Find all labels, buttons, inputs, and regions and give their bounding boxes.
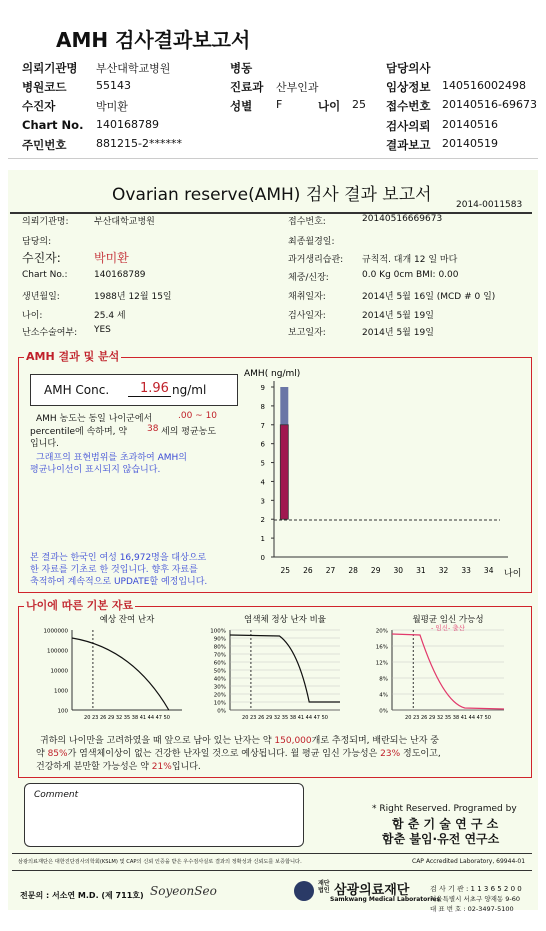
footer-rule-2 (12, 870, 532, 871)
info-label: 수진자: (22, 251, 61, 265)
mini-x-tick-labels: 20 23 26 29 32 35 38 41 44 47 50 (242, 715, 328, 721)
header-value: 140516002498 (442, 79, 526, 92)
mini-y-tick-label: 100% (210, 628, 226, 635)
y-axis-label: AMH( ng/ml) (244, 369, 301, 379)
amh-text-3b: 한 자료를 기초로 한 것입니다. 향후 자료를 (30, 565, 198, 575)
x-tick-label: 27 (325, 566, 336, 575)
info-label: Chart No.: (22, 270, 68, 280)
header-label: 수진자 (22, 99, 56, 113)
amh-text-3a: 본 결과는 한국인 여성 16,972명을 대상으로 (30, 553, 207, 563)
info-value: 2014년 5월 19일 (362, 311, 434, 321)
basic-text-3: 건강하게 분만할 가능성은 약 21%입니다. (36, 762, 201, 772)
basic-section-title: 나이에 따른 기본 자료 (26, 599, 134, 612)
amh-section-title: AMH 결과 및 분석 (26, 350, 120, 363)
header-value: 881215-2****** (96, 137, 182, 150)
amh-conc-label: AMH Conc. (44, 383, 110, 397)
info-label: 담당의: (22, 237, 52, 247)
amh-conc-value: 1.96 (128, 381, 171, 397)
header-value: 20140519 (442, 137, 498, 150)
mini-y-tick-label: 90% (213, 636, 226, 643)
bar-lower-segment (280, 425, 288, 519)
basic-text-1: 귀하의 나이만을 고려하였을 때 앞으로 남아 있는 난자는 약 150,000개로 추정되며, 배란되는 난자 중 (40, 736, 439, 746)
mini-chart-curve (230, 635, 340, 702)
mini-y-tick-label: 40% (213, 676, 226, 683)
mini-y-tick-label: 100 (57, 708, 68, 715)
mini-y-tick-label: 10000 (50, 668, 68, 675)
info-value: 2014년 5월 19일 (362, 328, 434, 338)
header-label: 검사의뢰 (386, 119, 431, 133)
x-tick-label: 33 (461, 566, 471, 575)
amh-text-2b: 평균나이선이 표시되지 않습니다. (30, 465, 161, 475)
header-value: 55143 (96, 79, 131, 92)
mini-chart-title: 염색체 정상 난자 비율 (243, 615, 327, 625)
y-tick-label: 3 (260, 497, 265, 506)
info-label: 난소수술여부: (22, 328, 78, 338)
mini-x-tick-labels: 20 23 26 29 32 35 38 41 44 47 50 (405, 715, 491, 721)
header-label: 결과보고 (386, 138, 431, 152)
mini-y-tick-label: 8% (379, 676, 388, 683)
info-value: 2014년 5월 16일 (MCD # 0 일) (362, 292, 496, 302)
info-1: 검 사 기 관 : 1 1 3 6 5 2 0 0 (430, 885, 522, 893)
header-label: 임상정보 (386, 80, 431, 94)
mini-y-tick-label: 70% (213, 652, 226, 659)
header-label: 나이 (318, 99, 341, 113)
doctor-signature: SoyeonSeo (150, 884, 217, 898)
info-value: 0.0 Kg 0cm BMI: 0.00 (362, 270, 459, 280)
y-tick-label: 4 (260, 478, 265, 487)
info-value: 부산대학교병원 (94, 217, 155, 227)
header-value: 20140516-69673 (442, 98, 537, 111)
header-label: 병원코드 (22, 80, 67, 94)
mini-y-tick-label: 0% (217, 708, 226, 715)
basic-mini-charts (20, 610, 526, 726)
amh-text-1e: 세의 평균농도 (161, 427, 217, 437)
header-label: Chart No. (22, 118, 84, 132)
footer-rule (12, 853, 532, 854)
x-tick-label: 30 (393, 566, 404, 575)
header-label: 진료과 (230, 80, 264, 94)
mini-y-tick-label: 80% (213, 644, 226, 651)
institute-1: 함 춘 기 술 연 구 소 (392, 817, 499, 831)
mini-chart-curve (392, 634, 504, 709)
mini-y-tick-label: 12% (375, 660, 388, 667)
x-tick-label: 26 (303, 566, 313, 575)
amh-text-2a: 그래프의 표현범위를 초과하여 AMH의 (36, 453, 187, 463)
header-label: 병동 (230, 61, 253, 75)
header-label: 의뢰기관명 (22, 61, 78, 75)
mini-y-tick-label: 100000 (47, 648, 68, 655)
x-axis-label: 나이 (504, 569, 522, 579)
info-label: 체중/신장: (288, 273, 329, 283)
x-tick-label: 25 (280, 566, 291, 575)
info-value: 박미환 (94, 251, 129, 265)
amh-text-1b: .00 ~ 10 (178, 411, 218, 421)
info-value: YES (94, 325, 111, 335)
y-tick-label: 2 (260, 516, 265, 525)
logo-name: 삼광의료재단 (334, 883, 410, 898)
amh-age-chart (240, 362, 526, 586)
info-value: 140168789 (94, 270, 146, 280)
info-3: 대 표 번 호 : 02-3497-5100 (430, 905, 514, 913)
header-value: 산부인과 (276, 81, 319, 94)
y-tick-label: 6 (260, 440, 265, 449)
header-label: 접수번호 (386, 99, 431, 113)
info-label: 의뢰기관명: (22, 217, 69, 227)
mini-chart-title: 월평균 임신 가능성 (412, 615, 484, 625)
amh-text-1f: 입니다. (30, 439, 59, 449)
doctor-name: 전문의 : 서소연 M.D. (제 711호) (20, 891, 144, 900)
amh-text-1a: AMH 농도는 동일 나이군에서 (36, 414, 153, 424)
header-label: 주민번호 (22, 138, 67, 152)
mini-y-tick-label: 20% (213, 692, 226, 699)
header-value: 부산대학교병원 (96, 62, 171, 75)
page-title: AMH 검사결과보고서 (56, 28, 251, 52)
header-value: F (276, 98, 283, 111)
header-value: 20140516 (442, 118, 498, 131)
info-label: 과거생리습관: (288, 255, 344, 265)
info-label: 채취일자: (288, 292, 326, 302)
mini-chart-curve (72, 638, 169, 710)
y-tick-label: 8 (260, 402, 265, 411)
mini-y-tick-label: 60% (213, 660, 226, 667)
bar-upper-segment (280, 387, 288, 425)
info-label: 보고일자: (288, 328, 326, 338)
y-tick-label: 1 (260, 535, 265, 544)
y-tick-label: 5 (260, 459, 265, 468)
y-tick-label: 7 (260, 421, 265, 430)
y-tick-label: 0 (260, 554, 265, 562)
info-value: 1988년 12월 15일 (94, 292, 172, 302)
divider (8, 158, 538, 159)
rights-text: * Right Reserved. Programed by (372, 804, 517, 814)
x-tick-label: 28 (348, 566, 358, 575)
mini-y-tick-label: 16% (375, 644, 388, 651)
info-value: 규칙적. 대개 12 일 마다 (362, 255, 458, 265)
report-title: Ovarian reserve(AMH) 검사 결과 보고서 (112, 185, 432, 205)
mini-chart-title: 예상 잔여 난자 (99, 615, 155, 625)
document-number: 2014-0011583 (456, 200, 523, 210)
header-label: 담당의사 (386, 61, 431, 75)
header-value: 25 (352, 98, 366, 111)
x-tick-label: 29 (370, 566, 381, 575)
mini-y-tick-label: 4% (379, 692, 388, 699)
amh-text-1c: percentile에 속하며, 약 (30, 427, 128, 437)
comment-label: Comment (34, 790, 79, 800)
basic-text-2: 약 85%가 염색체이상이 없는 건강한 난자일 것으로 예상됩니다. 월 평균 임신 가능성은 23% 정도이고, (36, 749, 441, 759)
info-label: 나이: (22, 311, 43, 321)
amh-text-1d: 38 (147, 424, 159, 434)
x-tick-label: 34 (483, 566, 494, 575)
info-label: 검사일자: (288, 311, 326, 321)
mini-y-tick-label: 20% (375, 628, 388, 635)
logo-english: Samkwang Medical Laboratories (330, 896, 440, 903)
mini-y-tick-label: 30% (213, 684, 226, 691)
accreditation-text: 삼광의료재단은 대한진단검사의학회(KSLM) 및 CAP의 신뢰 인증을 받은 우수검사실로 결과의 정확성과 신뢰도를 보증합니다. (18, 859, 302, 865)
mini-x-tick-labels: 20 23 26 29 32 35 38 41 44 47 50 (84, 715, 170, 721)
mini-y-tick-label: 1000000 (43, 628, 68, 635)
samkwang-logo-icon (294, 881, 314, 901)
mini-y-tick-label: 0% (379, 708, 388, 715)
cap-text: CAP Accredited Laboratory, 69944-01 (412, 858, 526, 865)
mini-chart-legend: - 임신- 출산 (431, 624, 465, 632)
y-tick-label: 9 (260, 384, 265, 392)
logo-small-text: 재단 법인 (318, 880, 330, 894)
title-rule (10, 212, 532, 214)
institute-2: 함춘 불임·유전 연구소 (382, 832, 500, 846)
amh-text-3c: 축적하여 계속적으로 UPDATE할 예정입니다. (30, 577, 208, 587)
x-tick-label: 31 (416, 566, 426, 575)
x-tick-label: 32 (438, 566, 449, 575)
info-value: 25.4 세 (94, 311, 126, 321)
info-label: 최종월경일: (288, 237, 335, 247)
header-value: 140168789 (96, 118, 159, 131)
mini-y-tick-label: 50% (213, 668, 226, 675)
info-label: 생년월일: (22, 292, 60, 302)
info-label: 접수번호: (288, 217, 326, 227)
mini-y-tick-label: 10% (213, 700, 226, 707)
info-2: 서울특별시 서초구 양재동 9-60 (430, 895, 521, 903)
mini-y-tick-label: 1000 (54, 688, 68, 695)
header-label: 성별 (230, 99, 253, 113)
amh-conc-unit: ng/ml (172, 383, 207, 397)
info-value: 20140516669673 (362, 214, 443, 224)
header-value: 박미환 (96, 100, 128, 113)
